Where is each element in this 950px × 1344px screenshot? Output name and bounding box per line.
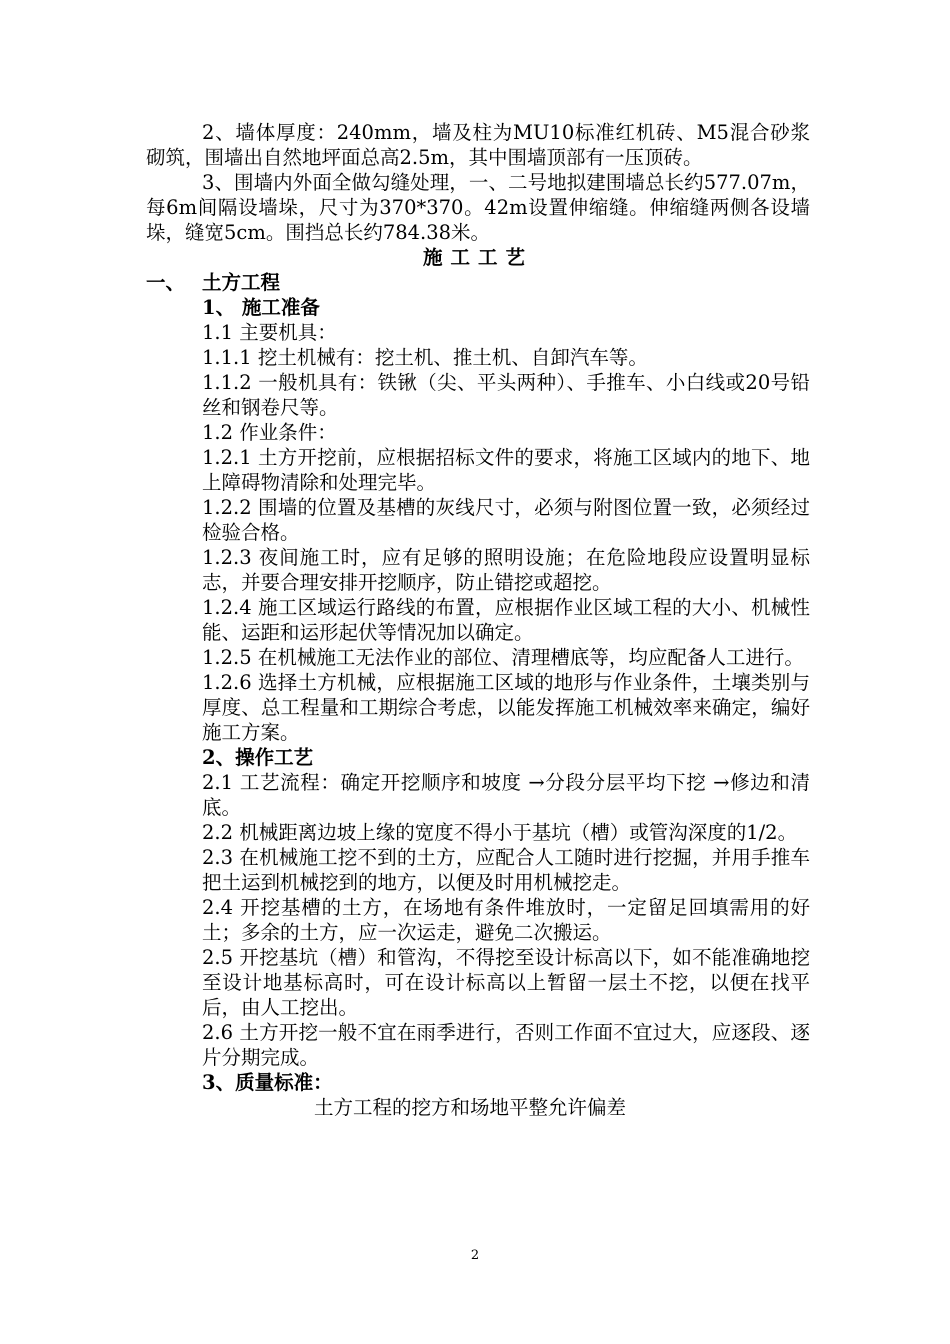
section-heading-text: 土方工程 (202, 271, 281, 294)
list-item: 2.2 机械距离边坡上缘的宽度不得小于基坑（槽）或管沟深度的1/2。 (202, 821, 798, 844)
list-item: 1.2 作业条件： (202, 421, 337, 444)
list-item: 1.1.2 一般机具有：铁锹（尖、平头两种）、手推车、小白线或20号铅丝和钢卷尺等。 (202, 371, 810, 419)
page-number: 2 (470, 1248, 480, 1263)
list-item: 2.6 土方开挖一般不宜在雨季进行，否则工作面不宜过大，应逐段、逐片分期完成。 (202, 1021, 810, 1069)
subheading-preparation: 1、 施工准备 (202, 296, 320, 319)
list-item: 1.1 主要机具： (202, 321, 337, 344)
list-item: 1.1.1 挖土机械有：挖土机、推土机、自卸汽车等。 (202, 346, 648, 369)
list-item: 2.4 开挖基槽的土方，在场地有条件堆放时，一定留足回填需用的好土；多余的土方，应一次运走，避免二次搬运。 (202, 896, 810, 944)
list-item: 2.5 开挖基坑（槽）和管沟，不得挖至设计标高以下，如不能准确地挖至设计地基标高时，可在设计标高以上暂留一层土不挖，以便在找平后，由人工挖出。 (202, 946, 810, 1019)
table-caption: 土方工程的挖方和场地平整允许偏差 (314, 1096, 627, 1119)
subheading-operation: 2、操作工艺 (202, 746, 314, 769)
list-item: 1.2.2 围墙的位置及基槽的灰线尺寸，必须与附图位置一致，必须经过检验合格。 (202, 496, 810, 544)
list-item: 1.2.6 选择土方机械，应根据施工区域的地形与作业条件，土壤类别与厚度、总工程量和工期综合考虑，以能发挥施工机械效率来确定，编好施工方案。 (202, 671, 810, 744)
section-number: 一、 (146, 271, 186, 294)
paragraph-wall-thickness: 2、墙体厚度：240mm，墙及柱为MU10标准红机砖、M5混合砂浆砌筑，围墙出自然地坪面总高2.5m，其中围墙顶部有一压顶砖。 (146, 121, 810, 169)
list-item: 2.1 工艺流程：确定开挖顺序和坡度 →分段分层平均下挖 →修边和清底。 (202, 771, 810, 819)
subheading-quality: 3、质量标准： (202, 1071, 333, 1094)
section-heading-earthwork (146, 270, 810, 295)
list-item: 1.2.1 土方开挖前，应根据招标文件的要求，将施工区域内的地下、地上障碍物清除和处理完毕。 (202, 446, 810, 494)
section-title: 施工工艺 (422, 246, 533, 269)
list-item: 1.2.3 夜间施工时，应有足够的照明设施；在危险地段应设置明显标志，并要合理安排开挖顺序，防止错挖或超挖。 (202, 546, 810, 594)
list-item: 1.2.5 在机械施工无法作业的部位、清理槽底等，均应配备人工进行。 (202, 646, 804, 669)
document-body (146, 120, 810, 1120)
list-item: 2.3 在机械施工挖不到的土方，应配合人工随时进行挖掘，并用手推车把土运到机械挖到的地方，以便及时用机械挖走。 (202, 846, 810, 894)
list-item: 1.2.4 施工区域运行路线的布置，应根据作业区域工程的大小、机械性能、运距和运形起伏等情况加以确定。 (202, 596, 810, 644)
paragraph-wall-joints: 3、围墙内外面全做勾缝处理，一、二号地拟建围墙总长约577.07m，每6m间隔设墙垛，尺寸为370*370。42m设置伸缩缝。伸缩缝两侧各设墙垛，缝宽5cm。围挡总长约784.38米。 (146, 171, 810, 244)
